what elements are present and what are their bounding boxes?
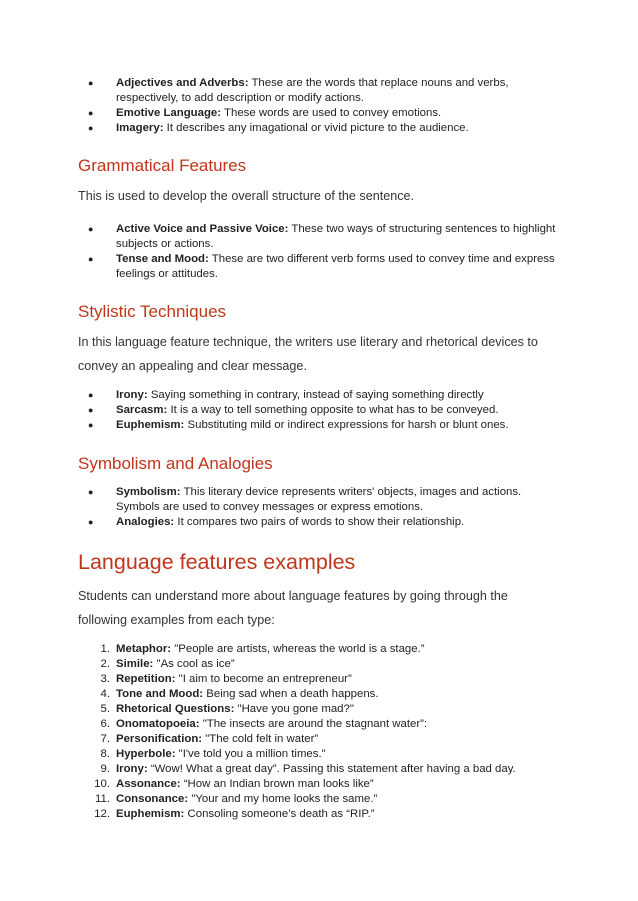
item-text: "As cool as ice” (153, 658, 235, 670)
item-text: "I've told you a million times." (175, 748, 326, 760)
list-item (0, 403, 638, 418)
item-term: Rhetorical Questions: (116, 703, 235, 715)
bullet-text: It describes any imagational or vivid picture to the audience. (163, 122, 469, 134)
list-item (0, 106, 638, 121)
stylistic-bullet-list (0, 388, 638, 433)
item-term: Tone and Mood: (116, 688, 204, 700)
item-text: "Your and my home looks the same.” (188, 793, 378, 805)
bullet-term: Adjectives and Adverbs: (116, 77, 249, 89)
bullet-text: It compares two pairs of words to show their relationship. (174, 516, 465, 528)
bullet-term: Imagery: (116, 122, 164, 134)
list-item (0, 687, 638, 702)
item-text: “Wow! What a great day”. Passing this statement after having a bad day. (147, 763, 516, 775)
symbolism-bullet-list (0, 485, 638, 530)
item-text: Consoling someone’s death as “RIP.” (184, 808, 375, 820)
list-item (0, 252, 638, 282)
item-term: Personification: (116, 733, 203, 745)
list-item (0, 672, 638, 687)
item-text: "I aim to become an entrepreneur” (175, 673, 352, 685)
bullet-text: This literary device represents writers' objects, images and actions. Symbols are used to convey messages or express emotions. (116, 486, 522, 513)
bullet-term: Analogies: (116, 516, 175, 528)
list-item (0, 222, 638, 252)
bullet-text: It is a way to tell something opposite to what has to be conveyed. (167, 404, 499, 416)
item-text: Being sad when a death happens. (203, 688, 379, 700)
item-number: 6. (100, 718, 110, 730)
intro-bullet-list (0, 76, 638, 136)
item-text: "The insects are around the stagnant water”: (199, 718, 428, 730)
item-term: Repetition: (116, 673, 176, 685)
list-item (0, 732, 638, 747)
bullet-term: Irony: (116, 389, 148, 401)
bullet-text: These words are used to convey emotions. (221, 107, 442, 119)
section-intro-examples: Students can understand more about language features by going through the following examples from each type: (78, 589, 508, 627)
item-term: Simile: (116, 658, 154, 670)
bullet-text: Saying something in contrary, instead of saying something directly (147, 389, 484, 401)
item-term: Assonance: (116, 778, 181, 790)
item-number: 12. (94, 808, 110, 820)
list-item (0, 657, 638, 672)
list-item (0, 747, 638, 762)
item-term: Onomatopoeia: (116, 718, 200, 730)
list-item (0, 388, 638, 403)
section-intro-stylistic: In this language feature technique, the writers use literary and rhetorical devices to convey an appealing and clear message. (78, 335, 538, 373)
item-term: Metaphor: (116, 643, 172, 655)
bullet-text: These are the words that replace nouns and verbs, respectively, to add description or modify actions. (116, 77, 509, 104)
item-text: "The cold felt in water” (202, 733, 319, 745)
bullet-term: Sarcasm: (116, 404, 168, 416)
item-number: 4. (100, 688, 110, 700)
item-number: 8. (100, 748, 110, 760)
list-item (0, 121, 638, 136)
bullet-term: Emotive Language: (116, 107, 222, 119)
bullet-text: These two ways of structuring sentences to highlight subjects or actions. (116, 223, 556, 250)
item-number: 3. (100, 673, 110, 685)
bullet-text: Substituting mild or indirect expressions for harsh or blunt ones. (184, 419, 509, 431)
list-item (0, 418, 638, 433)
section-heading-symbolism: Symbolism and Analogies (78, 454, 273, 473)
item-term: Irony: (116, 763, 148, 775)
section-heading-stylistic: Stylistic Techniques (78, 302, 227, 321)
list-item (0, 702, 638, 717)
list-item (0, 642, 638, 657)
item-term: Hyperbole: (116, 748, 176, 760)
section-heading-grammatical: Grammatical Features (78, 156, 247, 175)
item-number: 2. (100, 658, 110, 670)
item-term: Consonance: (116, 793, 189, 805)
list-item (0, 485, 638, 515)
grammatical-bullet-list (0, 222, 638, 282)
item-number: 5. (100, 703, 110, 715)
list-item (0, 792, 638, 807)
item-text: "People are artists, whereas the world is a stage.” (171, 643, 425, 655)
section-heading-examples: Language features examples (78, 550, 356, 574)
examples-numbered-list (0, 642, 638, 822)
item-text: "Have you gone mad?" (234, 703, 354, 715)
item-number: 1. (100, 643, 110, 655)
bullet-term: Euphemism: (116, 419, 185, 431)
item-number: 10. (94, 778, 110, 790)
item-number: 9. (100, 763, 110, 775)
list-item (0, 777, 638, 792)
list-item (0, 717, 638, 732)
list-item (0, 762, 638, 777)
item-number: 7. (100, 733, 110, 745)
section-intro-grammatical: This is used to develop the overall structure of the sentence. (78, 189, 415, 203)
bullet-term: Tense and Mood: (116, 253, 209, 265)
list-item (0, 515, 638, 530)
item-number: 11. (95, 793, 110, 805)
list-item (0, 76, 638, 106)
item-term: Euphemism: (116, 808, 185, 820)
bullet-term: Active Voice and Passive Voice: (116, 223, 289, 235)
list-item (0, 807, 638, 822)
bullet-text: These are two different verb forms used to convey time and express feelings or attitudes. (116, 253, 555, 280)
item-text: “How an Indian brown man looks like” (180, 778, 374, 790)
bullet-term: Symbolism: (116, 486, 181, 498)
